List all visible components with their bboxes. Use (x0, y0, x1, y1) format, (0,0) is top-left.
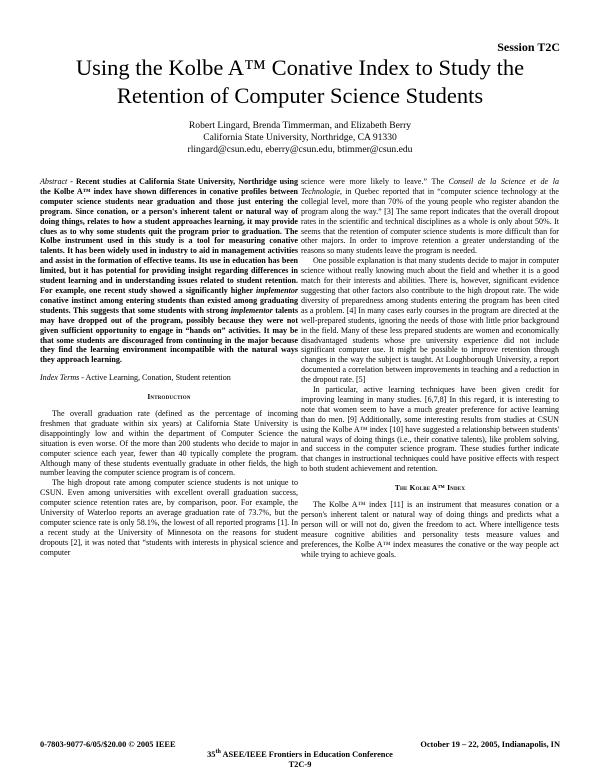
footer-conference-name: ASEE/IEEE Frontiers in Education Conference (220, 750, 393, 759)
index-terms-text: - Active Learning, Conation, Student retention (79, 373, 231, 383)
abstract-text-2: conative instinct among entering students than existed among graduating students. This suggests that some students with strong (40, 295, 298, 315)
affiliation: California State University, Northridge, CA 91330 (203, 132, 397, 143)
kolbe-paragraph: The Kolbe A™ index [11] is an instrument that measures conation or a person's inherent talent or natural way of doing things and predicts what a person will or will not do, given the freedom to act. Where intelligence tests measure cognitive abilities and personality tests measure values and preferences, the Kolbe A™ index measures the conative or the way people act while trying to achieve goals. (301, 500, 559, 559)
right-column (301, 177, 559, 560)
left-column (40, 177, 298, 558)
abstract-emph-2: implementor (230, 305, 273, 315)
abstract-text: - Recent studies at California State University, Northridge using the Kolbe A™ index have shown differences in conative profiles between computer science students near graduation and those just entering the program. Since conation, or a person's inherent talent or natural way of doing things, relates to how a student approaches learning, it may provide clues as to why some students quit the program prior to graduation. The Kolbe instrument used in this study is a tool for measuring conative talents. It has been widely used in industry to aid in management activities and assist in the formation of effective teams. Its use in education has been limited, but it has potential for providing insight regarding differences in student learning and in understanding issues related to student retention. For example, one recent study showed a significantly higher (40, 177, 298, 295)
intro-paragraph-2: The high dropout rate among computer science students is not unique to CSUN. Even among universities with excellent overall graduation success, computer science retention rates are, by comparison, poor. For example, the University of Waterloo reports an average graduation rate of 73.7%, but the computer science rate is only 58.1%, the lowest of all reported programs [1]. In a recent study at the University of Minnesota on the reasons for student dropouts [2], it was noted that “students with interests in physical science and computer (40, 478, 298, 557)
session-label: Session T2C (497, 40, 560, 54)
kolbe-heading: The Kolbe A™ Index (394, 483, 466, 493)
body-paragraph-2: In particular, active learning techniques have been given credit for improving learning in many studies. [6,7,8] In this regard, it is interesting to note that women seem to have a much greater preference for active learning than do men. [9] Additionally, some interesting results from studies at CSUN using the Kolbe A™ index [10] have suggested a relationship between students' natural ways of doing things (i.e., their conative talents), like problem solving, and success in the computer science program. These studies further indicate that changes in instructional techniques could have positive effects with respect to both student achievement and retention. (301, 385, 559, 474)
continued-paragraph (301, 177, 559, 256)
intro-paragraph-1: The overall graduation rate (defined as the percentage of incoming freshmen that graduate within six years) at California State University is disappointingly low and within the department of Computer Science the situation is even worse. Of the more than 200 students who decide to major in computer science each year, fewer than 40 typically complete the program. Although many of these students eventually graduate in other fields, the high number leaving the computer science program is of concern. (40, 409, 298, 478)
abstract-emph-1: implementor (255, 285, 298, 295)
footer-date-location: October 19 – 22, 2005, Indianapolis, IN (420, 740, 560, 749)
continued-emph: Conseil de la Science et de la Technologie (301, 177, 559, 196)
footer-copyright: 0-7803-9077-6/05/$20.00 © 2005 IEEE (40, 740, 176, 749)
footer-page-number: T2C-9 (288, 760, 312, 769)
author-emails: rlingard@csun.edu, eberry@csun.edu, btimmer@csun.edu (187, 144, 413, 155)
continued-text-1: science were more likely to leave.” The (301, 177, 449, 186)
footer-ordinal-suffix: th (215, 749, 221, 756)
footer-line-1 (40, 740, 560, 750)
abstract (40, 177, 298, 365)
author-names: Robert Lingard, Brenda Timmerman, and Elizabeth Berry (188, 120, 412, 131)
index-terms-label: Index Terms (40, 373, 80, 383)
abstract-label: Abstract (40, 177, 68, 186)
author-block (40, 120, 560, 156)
introduction-heading: Introduction (147, 392, 191, 402)
footer-conference (40, 750, 560, 760)
index-terms (40, 373, 298, 383)
paper-title: Using the Kolbe A™ Conative Index to Study the Retention of Computer Science Students (75, 55, 525, 108)
continued-text-2: , in Quebec reported that in “computer science technology at the collegial level, more than 70% of the young people who register abandon the program along the way.” [3] The same report indicates that the overall dropout rates in the scientific and technical disciplines as a whole is only about 50%. It seems that the retention of computer science students is more difficult than for other majors. In order to improve retention a greater understanding of the reasons so many students leave the program is needed. (301, 186, 559, 256)
body-paragraph-1: One possible explanation is that many students decide to major in computer science without really knowing much about the field and whether it is a good match for their interests and abilities. There is, however, significant evidence suggesting that other factors also contribute to the high dropout rate. The wide diversity of preparedness among students entering the program has been cited as a problem. [4] In many cases early courses in the program are directed at the well-prepared students, ignoring the needs of those with little prior background in the field. Many of these less prepared students are women and economically disadvantaged students whose pre university experience did not include significant computer use. It might be possible to improve retention through changes in the way the subject is taught. At Loughborough University, a report documented a correlation between improvements in teaching and a reduction in the dropout rate. [5] (301, 256, 559, 385)
abstract-text-3: talents may have dropped out of the program, possibly because they were not given sufficient opportunity to engage in “hands on” activities. It may be that some students are discouraged from continuing in the major because they find the learning environment incompatible with the natural ways they approach learning. (40, 305, 299, 365)
footer-ordinal-number: 35 (207, 750, 216, 759)
